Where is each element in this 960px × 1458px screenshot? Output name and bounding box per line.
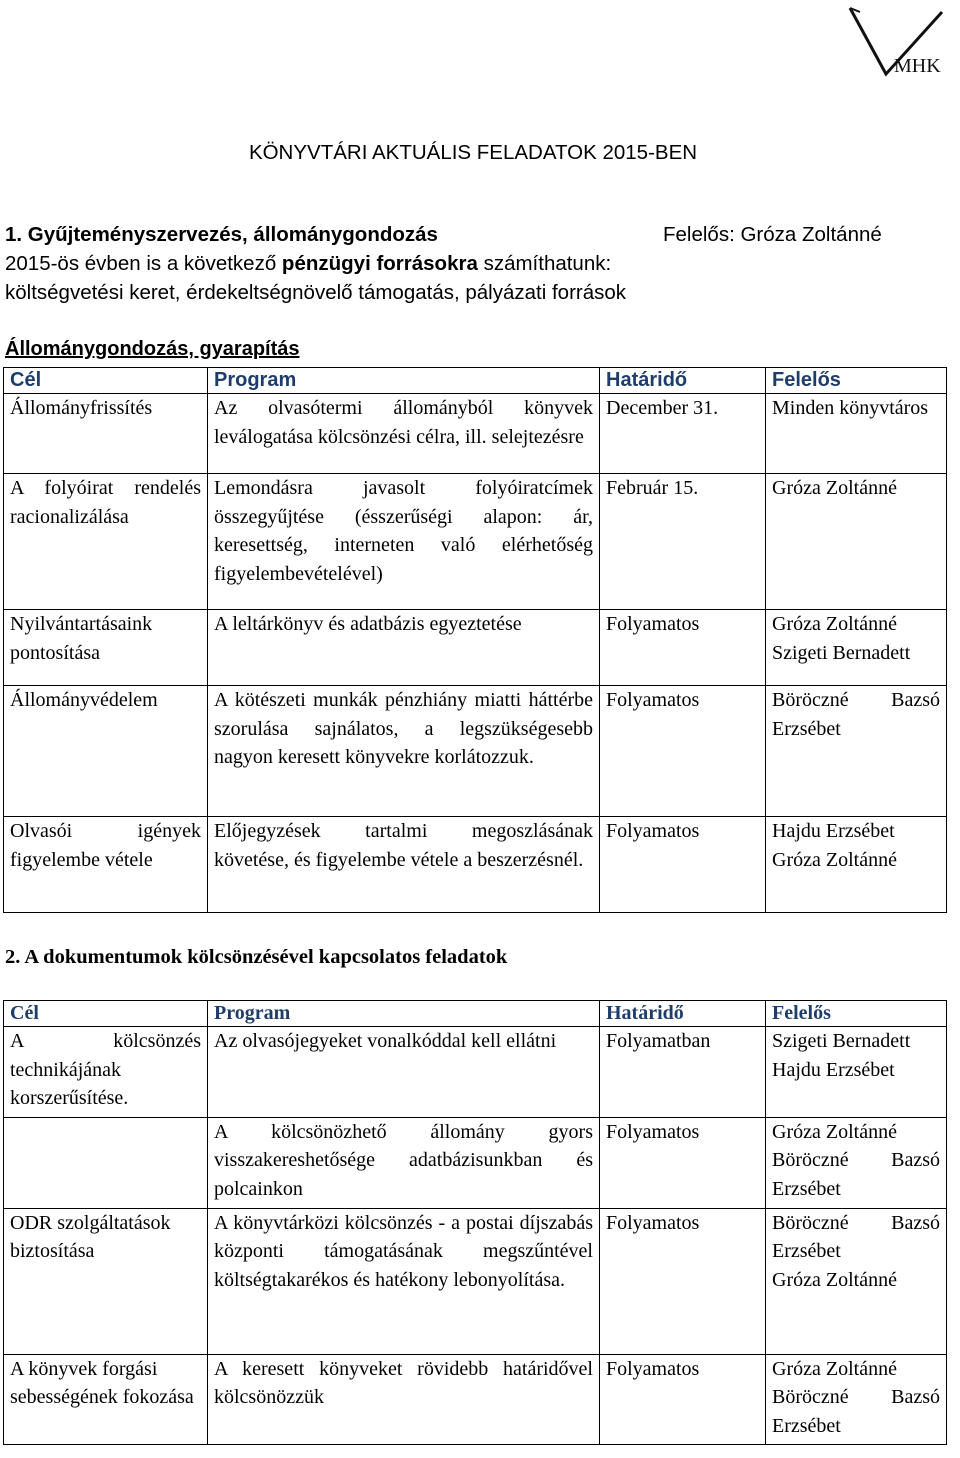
cell-responsible: Böröczné Bazsó Erzsébet Gróza Zoltánné [766, 1208, 947, 1354]
header-program: Program [208, 368, 600, 394]
cell-program: A keresett könyveket rövidebb határidővel kölcsönözzük [208, 1354, 600, 1445]
section1-heading: 1. Gyűjteményszervezés, állománygondozás [5, 223, 438, 246]
cell-program: Előjegyzések tartalmi megoszlásának követése, és figyelembe vétele a beszerzésnél. [208, 817, 600, 913]
cell-program: Lemondásra javasolt folyóiratcímek összegyűjtése (ésszerűségi alapon: ár, keresettség, interneten való elérhetőség figyelembevételével) [208, 474, 600, 610]
cell-goal: Nyilvántartásaink pontosítása [4, 610, 208, 686]
page-title: KÖNYVTÁRI AKTUÁLIS FELADATOK 2015-BEN [248, 141, 698, 164]
cell-responsible: Gróza Zoltánné Böröczné Bazsó Erzsébet [766, 1354, 947, 1445]
cell-responsible: Böröczné Bazsó Erzsébet [766, 686, 947, 817]
cell-goal: A könyvek forgási sebességének fokozása [4, 1354, 208, 1445]
header-program: Program [208, 1001, 600, 1027]
cell-program: A könyvtárközi kölcsönzés - a postai díjszabás központi támogatásának megszűntével költségtakarékos és hatékony lebonyolítása. [208, 1208, 600, 1354]
cell-deadline: Február 15. [600, 474, 766, 610]
section2-heading: 2. A dokumentumok kölcsönzésével kapcsolatos feladatok [5, 946, 508, 968]
section1-heading-line [5, 220, 913, 249]
funding-intro-end: számíthatunk: [477, 252, 612, 275]
cell-program: Az olvasótermi állományból könyvek leválogatása kölcsönzési célra, ill. selejtezésre [208, 394, 600, 474]
cell-goal: Állományvédelem [4, 686, 208, 817]
cell-program: Az olvasójegyeket vonalkóddal kell ellátni [208, 1027, 600, 1118]
table-row [4, 394, 947, 474]
stock-management-heading: Állománygondozás, gyarapítás [5, 338, 300, 360]
section1-responsible: Felelős: Gróza Zoltánné [663, 223, 882, 246]
funding-intro-bold: pénzügyi forrásokra [281, 252, 478, 275]
header-deadline: Határidő [600, 1001, 766, 1027]
logo-text: MHK [894, 55, 941, 77]
table-header-row [4, 368, 947, 394]
vmhk-logo [846, 2, 946, 80]
header-responsible: Felelős [766, 1001, 947, 1027]
table-row [4, 1117, 947, 1208]
cell-deadline: Folyamatban [600, 1027, 766, 1118]
cell-goal [4, 1117, 208, 1208]
header-goal: Cél [4, 1001, 208, 1027]
cell-deadline: December 31. [600, 394, 766, 474]
cell-deadline: Folyamatos [600, 1208, 766, 1354]
table-header-row [4, 1001, 947, 1027]
cell-goal: ODR szolgáltatások biztosítása [4, 1208, 208, 1354]
cell-goal: Állományfrissítés [4, 394, 208, 474]
funding-intro-text: 2015-ös évben is a következő [5, 252, 282, 275]
lending-tasks-table [3, 1000, 947, 1445]
cell-responsible: Gróza Zoltánné [766, 474, 947, 610]
table-row [4, 1354, 947, 1445]
cell-deadline: Folyamatos [600, 1117, 766, 1208]
cell-goal: A kölcsönzés technikájának korszerűsítése. [4, 1027, 208, 1118]
header-deadline: Határidő [600, 368, 766, 394]
cell-deadline: Folyamatos [600, 686, 766, 817]
header-goal: Cél [4, 368, 208, 394]
table-row [4, 817, 947, 913]
header-responsible: Felelős [766, 368, 947, 394]
cell-responsible: Hajdu Erzsébet Gróza Zoltánné [766, 817, 947, 913]
funding-sources-line: költségvetési keret, érdekeltségnövelő támogatás, pályázati források [5, 281, 627, 304]
cell-program: A leltárkönyv és adatbázis egyeztetése [208, 610, 600, 686]
cell-program: A kötészeti munkák pénzhiány miatti háttérbe szorulása sajnálatos, a legszükségesebb nagyon keresett könyvekre korlátozzuk. [208, 686, 600, 817]
cell-responsible: Szigeti Bernadett Hajdu Erzsébet [766, 1027, 947, 1118]
table-row [4, 474, 947, 610]
cell-responsible: Gróza Zoltánné Szigeti Bernadett [766, 610, 947, 686]
stock-tasks-table [3, 367, 947, 913]
funding-intro-line [5, 249, 611, 278]
table-row [4, 1208, 947, 1354]
cell-deadline: Folyamatos [600, 610, 766, 686]
cell-goal: A folyóirat rendelés racionalizálása [4, 474, 208, 610]
table-row [4, 610, 947, 686]
cell-deadline: Folyamatos [600, 817, 766, 913]
cell-responsible: Minden könyvtáros [766, 394, 947, 474]
table-row [4, 686, 947, 817]
cell-goal: Olvasói igények figyelembe vétele [4, 817, 208, 913]
cell-responsible: Gróza Zoltánné Böröczné Bazsó Erzsébet [766, 1117, 947, 1208]
cell-program: A kölcsönözhető állomány gyors visszakereshetősége adatbázisunkban és polcainkon [208, 1117, 600, 1208]
cell-deadline: Folyamatos [600, 1354, 766, 1445]
table-row [4, 1027, 947, 1118]
